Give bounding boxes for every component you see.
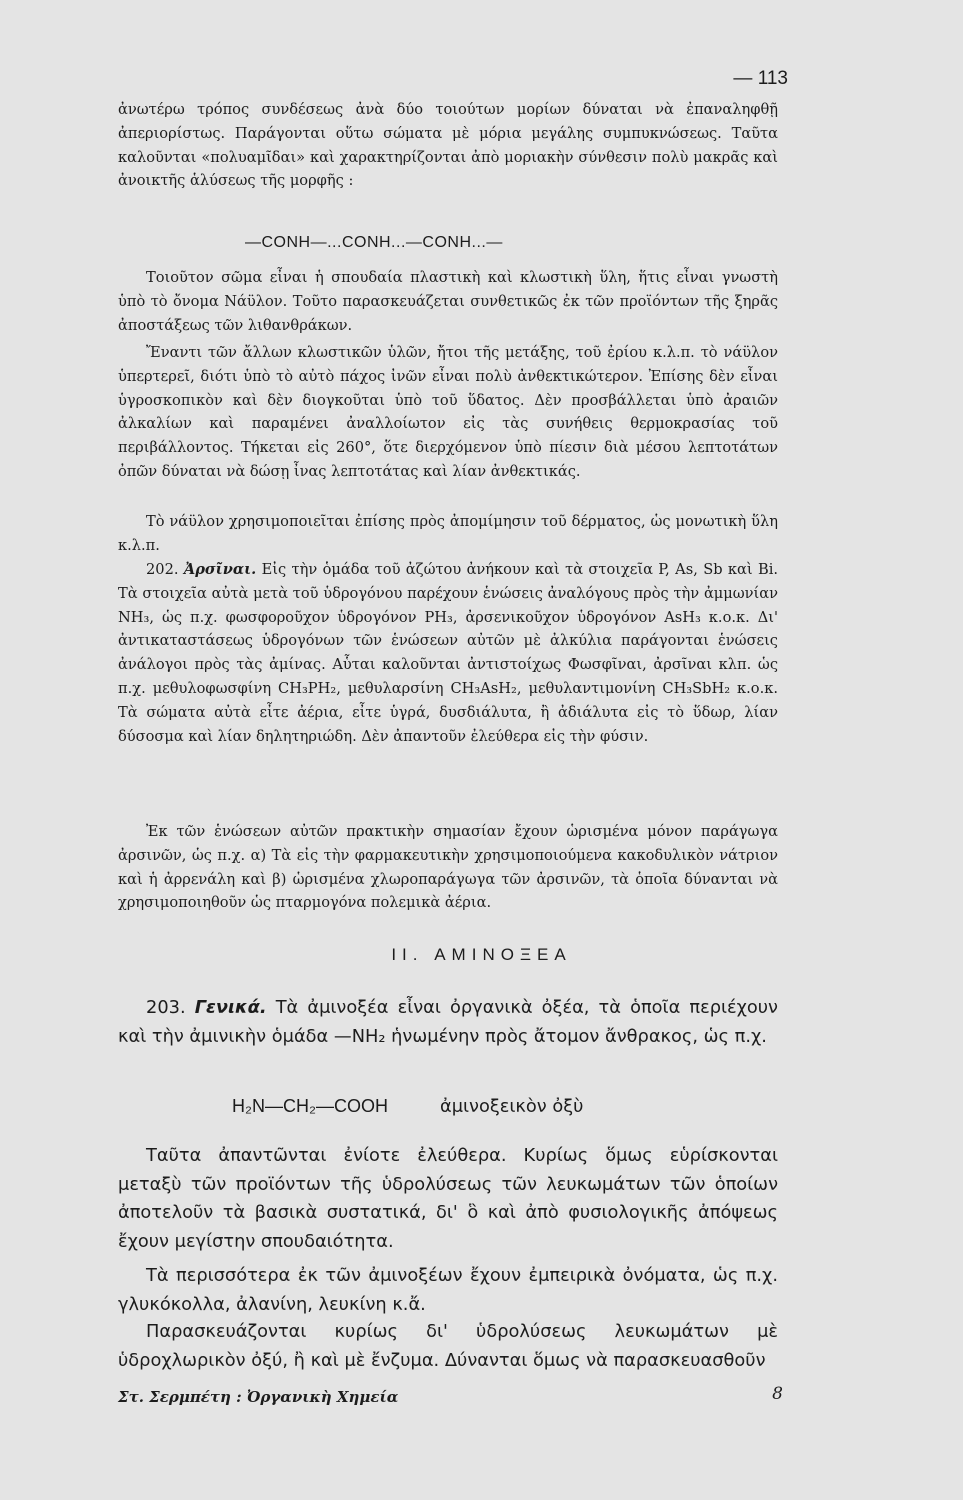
amino-general-body: Τὰ ἀμινοξέα εἶναι ὀργανικὰ ὀξέα, τὰ ὁποῖα περιέχουν καὶ τὴν ἀμινικὴν ὁμάδα —NH₂ ἡνωμένην πρὸς ἄτομον ἄνθρακος, ὡς π.χ. [118, 997, 778, 1047]
paragraph-amino-general [118, 994, 778, 1051]
general-heading: Γενικά. [194, 997, 267, 1018]
section-title-amino-acids: II. ΑΜΙΝΟΞΕΑ [391, 945, 572, 964]
paragraph-amino-preparation: Παρασκευάζονται κυρίως δι' ὑδρολύσεως λευκωμάτων μὲ ὑδροχλωρικὸν ὀξύ, ἢ καὶ μὲ ἔνζυμα. Δύνανται ὅμως νὰ παρασκευασθοῦν [118, 1321, 778, 1371]
paragraph-amino-occurrence: Ταῦτα ἀπαντῶνται ἐνίοτε ἐλεύθερα. Κυρίως ὅμως εὑρίσκονται μεταξὺ τῶν προϊόντων τῆς ὑδρολύσεως τῶν λευκωμάτων τῶν ὁποίων ἀποτελοῦν τὰ βασικὰ συστατικά, δι' ὃ καὶ ἀπὸ φυσιολογικῆς ἀπόψεως ἔχουν μεγίστην σπουδαιότητα. [118, 1145, 778, 1252]
paragraph-nylon-uses: Τὸ νάϋλον χρησιμοποιεῖται ἐπίσης πρὸς ἀπομίμησιν τοῦ δέρματος, ὡς μονωτικὴ ὕλη κ.λ.π. [118, 513, 778, 554]
section-number-202: 202. [146, 561, 179, 578]
glycine-formula: H₂N—CH₂—COOH [232, 1096, 388, 1116]
footer-signature-mark: 8 [772, 1384, 783, 1404]
footer-book-title: Στ. Σερμπέτη : Ὀργανικὴ Χημεία [118, 1388, 399, 1406]
paragraph-polyamides: ἀνωτέρω τρόπος συνδέσεως ἀνὰ δύο τοιούτων μορίων δύναται νὰ ἐπαναληφθῇ ἀπεριορίστως. Παράγονται οὕτω σώματα μὲ μόρια μεγάλης συμπυκνώσεως. Ταῦτα καλοῦνται «πολυαμῖδαι» καὶ χαρακτηρίζονται ἀπὸ μοριακὴν σύνθεσιν πολὺ μακρᾶς καὶ ἀνοικτῆς ἁλύσεως τῆς μορφῆς : [118, 101, 778, 190]
polyamide-chain-formula: —CONH—...CONH...—CONH...— [245, 234, 503, 251]
paragraph-nylon-intro: Τοιοῦτον σῶμα εἶναι ἡ σπουδαία πλαστικὴ καὶ κλωστικὴ ὕλη, ἥτις εἶναι γνωστὴ ὑπὸ τὸ ὄνομα Νάϋλον. Τοῦτο παρασκευάζεται συνθετικῶς ἐκ τῶν προϊόντων τῆς ξηρᾶς ἀποστάξεως τῶν λιθανθράκων. [118, 269, 778, 334]
page-number: — 113 [733, 68, 788, 89]
glycine-name: ἀμινοξεικὸν ὀξὺ [440, 1096, 584, 1117]
paragraph-nylon-properties: Ἔναντι τῶν ἄλλων κλωστικῶν ὑλῶν, ἤτοι τῆς μετάξης, τοῦ ἐρίου κ.λ.π. τὸ νάϋλον ὑπερτερεῖ, διότι ὑπὸ τὸ αὐτὸ πάχος ἰνῶν εἶναι πολὺ ἀνθεκτικώτερον. Ἐπίσης δὲν εἶναι ὑγροσκοπικὸν καὶ δὲν διογκοῦται ὑπὸ τοῦ ὕδατος. Δὲν προσβάλλεται ὑπὸ ἀραιῶν ἀλκαλίων καὶ παραμένει ἀναλλοίωτον εἰς τὰς συνήθεις θερμοκρασίας τοῦ περιβάλλοντος. Τήκεται εἰς 260°, ὅτε διερχόμενον ὑπὸ πίεσιν διὰ μέσου λεπτοτάτων ὀπῶν δύναται νὰ δώσῃ ἶνας λεπτοτάτας καὶ λίαν ἀνθεκτικάς. [118, 344, 778, 480]
arsines-body: Εἰς τὴν ὁμάδα τοῦ ἀζώτου ἀνήκουν καὶ τὰ στοιχεῖα P, As, Sb καὶ Bi. Τὰ στοιχεῖα αὐτὰ μετὰ τοῦ ὑδρογόνου παρέχουν ἑνώσεις ἀναλόγους πρὸς τὴν ἀμμωνίαν NH₃, ὡς π.χ. φωσφοροῦχον ὑδρογόνον PH₃, ἀρσενικοῦχον ὑδρογόνον AsH₃ κ.ο.κ. Δι' ἀντικαταστάσεως ὑδρογόνων τῶν ἑνώσεων αὐτῶν μὲ ἀλκύλια παράγονται ἑνώσεις ἀνάλογοι πρὸς τὰς ἀμίνας. Αὗται καλοῦνται ἀντιστοίχως Φωσφῖναι, ἀρσῖναι κλπ. ὡς π.χ. μεθυλοφωσφίνη CH₃PH₂, μεθυλαρσίνη CH₃AsH₂, μεθυλαντιμονίνη CH₃SbH₂ κ.ο.κ. Τὰ σώματα αὐτὰ εἶτε ἀέρια, εἶτε ὑγρά, δυσδιάλυτα, ἢ ἀδιάλυτα εἰς τὸ ὕδωρ, λίαν δύσοσμα καὶ λίαν δηλητηριώδη. Δὲν ἀπαντοῦν ἐλεύθερα εἰς τὴν φύσιν. [118, 561, 779, 745]
paragraph-arsines [118, 558, 778, 748]
arsines-heading: Ἀρσῖναι. [183, 561, 257, 578]
section-number-203: 203. [146, 997, 186, 1018]
paragraph-amino-names: Τὰ περισσότερα ἐκ τῶν ἀμινοξέων ἔχουν ἐμπειρικὰ ὀνόματα, ὡς π.χ. γλυκόκολλα, ἀλανίνη, λευκίνη κ.ἄ. [118, 1265, 778, 1315]
paragraph-arsine-derivatives: Ἐκ τῶν ἑνώσεων αὐτῶν πρακτικὴν σημασίαν ἔχουν ὡρισμένα μόνον παράγωγα ἀρσινῶν, ὡς π.χ. α) Τὰ εἰς τὴν φαρμακευτικὴν χρησιμοποιούμενα κακοδυλικὸν νάτριον καὶ ἡ ἀρρενάλη καὶ β) ὡρισμένα χλωροπαράγωγα τῶν ἀρσινῶν, τὰ ὁποῖα δύνανται νὰ χρησιμοποιηθοῦν ὡς πταρμογόνα πολεμικὰ ἀέρια. [118, 823, 778, 912]
